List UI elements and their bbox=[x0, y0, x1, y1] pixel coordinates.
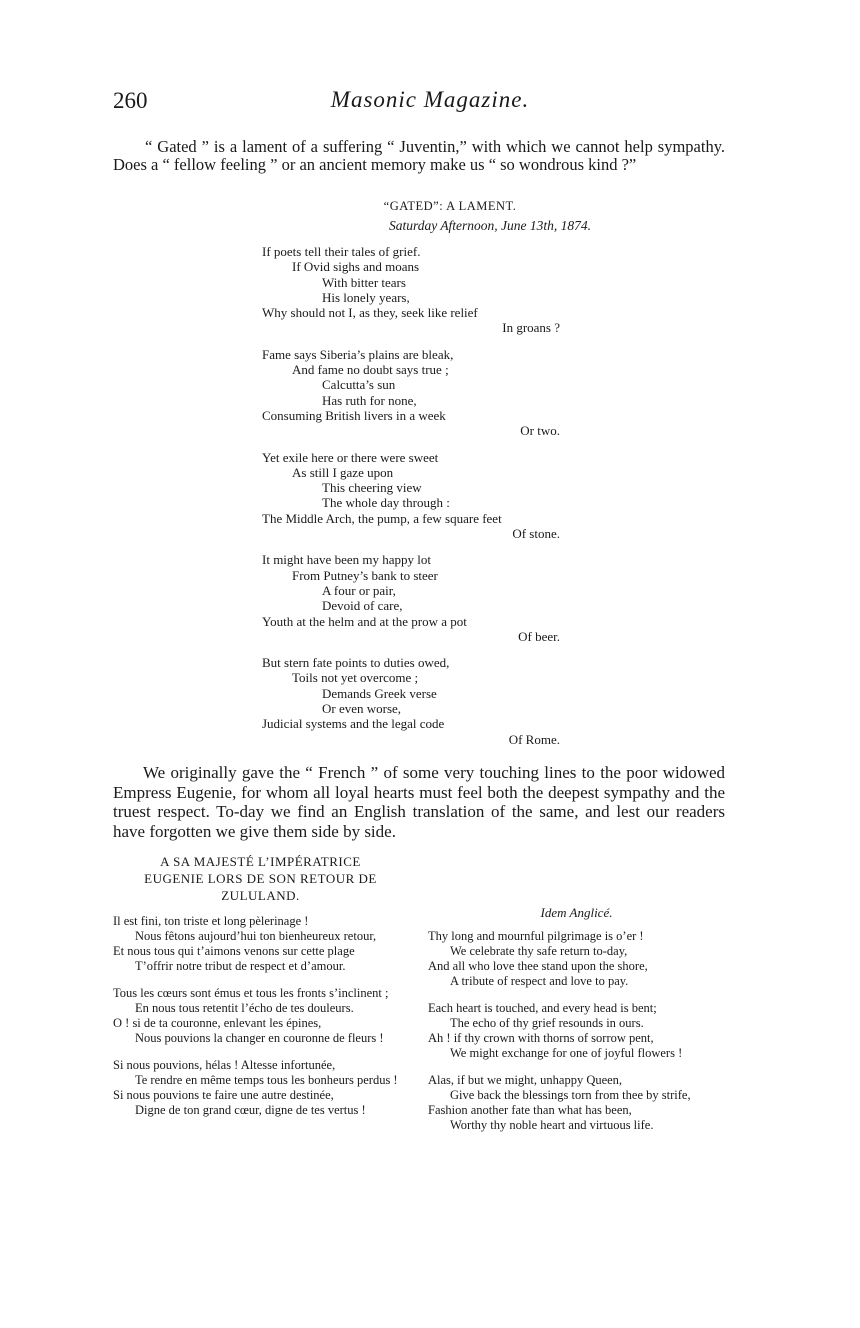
french-line: T’offrir notre tribut de respect et d’amour. bbox=[135, 959, 346, 973]
english-stanza bbox=[428, 929, 725, 989]
french-line: En nous tous retentit l’écho de tes douleurs. bbox=[135, 1001, 354, 1015]
english-line: Fashion another fate than what has been, bbox=[428, 1103, 632, 1117]
poem-stanza bbox=[262, 655, 562, 747]
english-line: Give back the blessings torn from thee by strife, bbox=[450, 1088, 691, 1102]
poem-line: But stern fate points to duties owed, bbox=[262, 655, 450, 671]
french-stanza bbox=[113, 914, 408, 974]
french-line: Et nous tous qui t’aimons venons sur cette plage bbox=[113, 944, 355, 958]
french-stanza bbox=[113, 1058, 408, 1118]
poem-line: Has ruth for none, bbox=[322, 392, 417, 408]
french-stanza bbox=[113, 986, 408, 1046]
poem-line: A four or pair, bbox=[322, 582, 396, 598]
french-line: Il est fini, ton triste et long pèlerinage ! bbox=[113, 914, 309, 928]
poem-stanza bbox=[262, 450, 562, 542]
poem-line: Of beer. bbox=[518, 628, 560, 644]
poem-line: His lonely years, bbox=[322, 289, 410, 305]
english-stanza bbox=[428, 1001, 725, 1061]
french-line: Tous les cœurs sont émus et tous les fronts s’inclinent ; bbox=[113, 986, 389, 1000]
french-heading bbox=[113, 853, 408, 904]
poem-line: Youth at the helm and at the prow a pot bbox=[262, 613, 467, 629]
french-line: Si nous pouvions te faire une autre destinée, bbox=[113, 1088, 334, 1102]
english-line: We might exchange for one of joyful flowers ! bbox=[450, 1046, 683, 1060]
poem-line: With bitter tears bbox=[322, 274, 406, 290]
poem-line: Toils not yet overcome ; bbox=[292, 670, 419, 686]
english-line: We celebrate thy safe return to-day, bbox=[450, 944, 628, 958]
poem-line: The whole day through : bbox=[322, 495, 450, 511]
intro-paragraph bbox=[113, 138, 725, 174]
poem-title: “GATED”: A LAMENT. bbox=[383, 199, 517, 213]
english-line: The echo of thy grief resounds in ours. bbox=[450, 1016, 644, 1030]
poem-line: It might have been my happy lot bbox=[262, 552, 431, 568]
english-heading: Idem Anglicé. bbox=[540, 905, 613, 920]
poem-line: And fame no doubt says true ; bbox=[292, 362, 449, 378]
french-verses bbox=[113, 914, 408, 1118]
poem-line: Devoid of care, bbox=[322, 598, 403, 614]
poem-line: Yet exile here or there were sweet bbox=[262, 449, 439, 465]
english-line: Thy long and mournful pilgrimage is o’er ! bbox=[428, 929, 644, 943]
poem-line: Why should not I, as they, seek like relief bbox=[262, 305, 478, 321]
english-stanza bbox=[428, 1073, 725, 1133]
french-line: Si nous pouvions, hélas ! Altesse infortunée, bbox=[113, 1058, 336, 1072]
poem-line: In groans ? bbox=[502, 320, 560, 336]
poem-stanza bbox=[262, 552, 562, 644]
poem-line: Consuming British livers in a week bbox=[262, 407, 446, 423]
poem-line: Demands Greek verse bbox=[322, 685, 437, 701]
french-heading-line: EUGENIE LORS DE SON RETOUR DE bbox=[144, 871, 377, 886]
french-line: Te rendre en même temps tous les bonheurs perdus ! bbox=[135, 1073, 398, 1087]
poem-line: From Putney’s bank to steer bbox=[292, 567, 438, 583]
french-line: Nous fêtons aujourd’hui ton bienheureux retour, bbox=[135, 929, 377, 943]
french-column bbox=[113, 853, 408, 1130]
middle-text: We originally gave the “ French ” of some very touching lines to the poor widowed Empress Eugenie, for whom all loyal hearts must feel both the deepest sympathy and the truest respect. To-day we find an English translation of the same, and lest our readers have forgotten we give them side by side. bbox=[113, 763, 725, 841]
poem-line: Or even worse, bbox=[322, 701, 402, 717]
poem-line: Calcutta’s sun bbox=[322, 377, 396, 393]
english-line: Each heart is touched, and every head is bent; bbox=[428, 1001, 657, 1015]
english-verses bbox=[428, 929, 725, 1133]
poem-body bbox=[262, 244, 562, 758]
english-line: Ah ! if thy crown with thorns of sorrow pent, bbox=[428, 1031, 654, 1045]
english-line: And all who love thee stand upon the shore, bbox=[428, 959, 648, 973]
middle-paragraph bbox=[113, 763, 725, 841]
english-line: A tribute of respect and love to pay. bbox=[450, 974, 629, 988]
poem-line: If Ovid sighs and moans bbox=[292, 259, 420, 275]
intro-text: “ Gated ” is a lament of a suffering “ Juventin,” with which we cannot help sympathy. Does a “ fellow feeling ” or an ancient memory make us “ so wondrous kind ?” bbox=[113, 137, 725, 174]
french-heading-line: ZULULAND. bbox=[221, 888, 300, 903]
poem-date: Saturday Afternoon, June 13th, 1874. bbox=[388, 218, 592, 233]
poem-line: Of Rome. bbox=[508, 731, 560, 747]
page-number: 260 bbox=[113, 88, 148, 113]
french-heading-line: A SA MAJESTÉ L’IMPÉRATRICE bbox=[160, 854, 361, 869]
english-line: Worthy thy noble heart and virtuous life. bbox=[450, 1118, 654, 1132]
french-line: O ! si de ta couronne, enlevant les épines, bbox=[113, 1016, 322, 1030]
poem-line: Judicial systems and the legal code bbox=[262, 716, 445, 732]
poem-line: Or two. bbox=[520, 423, 560, 439]
french-line: Digne de ton grand cœur, digne de tes vertus ! bbox=[135, 1103, 366, 1117]
poem-line: The Middle Arch, the pump, a few square feet bbox=[262, 510, 502, 526]
poem-line: As still I gaze upon bbox=[292, 464, 394, 480]
poem-line: Fame says Siberia’s plains are bleak, bbox=[262, 346, 454, 362]
english-line: Alas, if but we might, unhappy Queen, bbox=[428, 1073, 623, 1087]
french-line: Nous pouvions la changer en couronne de fleurs ! bbox=[135, 1031, 384, 1045]
poem-line: This cheering view bbox=[322, 480, 422, 496]
poem-stanza bbox=[262, 347, 562, 439]
running-head: Masonic Magazine. bbox=[330, 87, 530, 112]
english-column bbox=[428, 905, 725, 1145]
poem-line: If poets tell their tales of grief. bbox=[262, 244, 421, 259]
poem-stanza bbox=[262, 244, 562, 336]
poem-line: Of stone. bbox=[512, 526, 560, 542]
